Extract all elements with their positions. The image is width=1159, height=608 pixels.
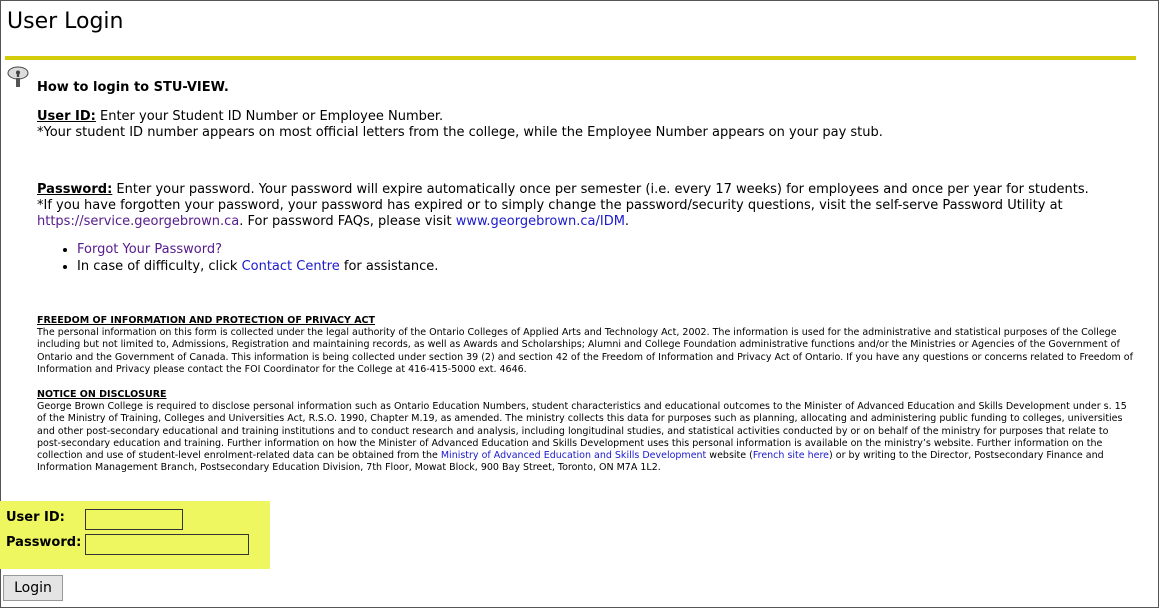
title-divider [5,56,1136,60]
userid-label: User ID: [6,510,65,525]
list-item [77,241,438,258]
page-title: User Login [7,9,124,34]
password-help [37,182,1127,230]
password-help-text: Enter your password. Your password will expire automatically once per semester (i.e. every 17 weeks) for employees and once per year for students. [112,182,1089,197]
disclosure-body-3: ) or by writing to the Director, Postsecondary Finance and Information Management Branch, Postsecondary Education Division, 7th Floor, Mowat Block, 900 Bay Street, Toronto, ON M7A 1L2. [37,450,1104,474]
disclosure-body-2: website ( [706,450,753,462]
userid-help-note: *Your student ID number appears on most official letters from the college, while the Employee Number appears on your pay stub. [37,125,883,140]
userid-help-text: Enter your Student ID Number or Employee Number. [95,109,444,124]
disclosure-heading: NOTICE ON DISCLOSURE [37,389,167,400]
password-faq-text: . For password FAQs, please visit [239,214,456,229]
disclosure-section [37,389,1135,474]
userid-help [37,109,1117,141]
password-help-label: Password: [37,182,113,197]
userid-input[interactable] [85,509,183,530]
foi-heading: FREEDOM OF INFORMATION AND PROTECTION OF PRIVACY ACT [37,315,376,326]
help-links-list [60,241,438,275]
difficulty-text-end: for assistance. [339,259,439,274]
login-button[interactable]: Login [3,575,63,601]
password-help-end: . [624,214,630,229]
foi-body: The personal information on this form is collected under the legal authority of the Ontario Colleges of Applied Arts and Technology Act, 2002. The information is used for the administrative and statistical purposes of the College including but not limited to, Admissions, Registration and maintaining records, as well as Awards and Scholarships; Alumni and College Foundation administrative functions and/or the Ministries or Agencies of the Government of Ontario and the Government of Canada. This information is being collected under section 39 (2) and section 42 of the Freedom of Information and Privacy Act of Ontario. If you have any questions or concerns related to Freedom of Information and Privacy please contact the FOI Coordinator for the College at 416-415-5000 ext. 4646. [37,327,1133,375]
userid-help-label: User ID: [37,109,96,124]
contact-centre-link[interactable]: Contact Centre [241,259,340,274]
how-to-login-heading: How to login to STU-VIEW. [37,80,229,95]
disclosure-body: George Brown College is required to disclose personal information such as Ontario Education Numbers, student characteristics and educational outcomes to the Minister of Advanced Education and Skills Development under s. 15 of the Ministry of Training, Colleges and Universities Act, R.S.O. 1990, Chapter M.19, as amended. The ministry collects this data for purposes such as planning, allocating and administering public funding to colleges, universities and other post-secondary educational and training institutions and to conduct research and analysis, including longitudinal studies, and statistical activities conducted by or on behalf of the ministry for purposes that relate to post-secondary education and training. Further information on how the Minister of Advanced Education and Skills Development uses this personal information is available on the ministry’s website. Further information on the collection and use of student-level enrolment-related data can be obtained from the [37,401,1127,462]
french-site-link[interactable]: French site here [752,450,830,462]
forgot-password-link[interactable]: Forgot Your Password? [77,242,223,257]
info-icon [6,66,30,90]
idm-link[interactable]: www.georgebrown.ca/IDM [455,214,625,229]
password-label: Password: [6,535,82,550]
ministry-link[interactable]: Ministry of Advanced Education and Skills Development [440,450,707,462]
list-item [77,258,438,275]
foi-section [37,315,1135,376]
password-input[interactable] [85,534,249,555]
difficulty-text: In case of difficulty, click [77,259,242,274]
password-help-note: *If you have forgotten your password, your password has expired or to simply change the password/security questions, visit the self-serve Password Utility at [37,198,1063,213]
service-link[interactable]: https://service.georgebrown.ca [37,214,240,229]
